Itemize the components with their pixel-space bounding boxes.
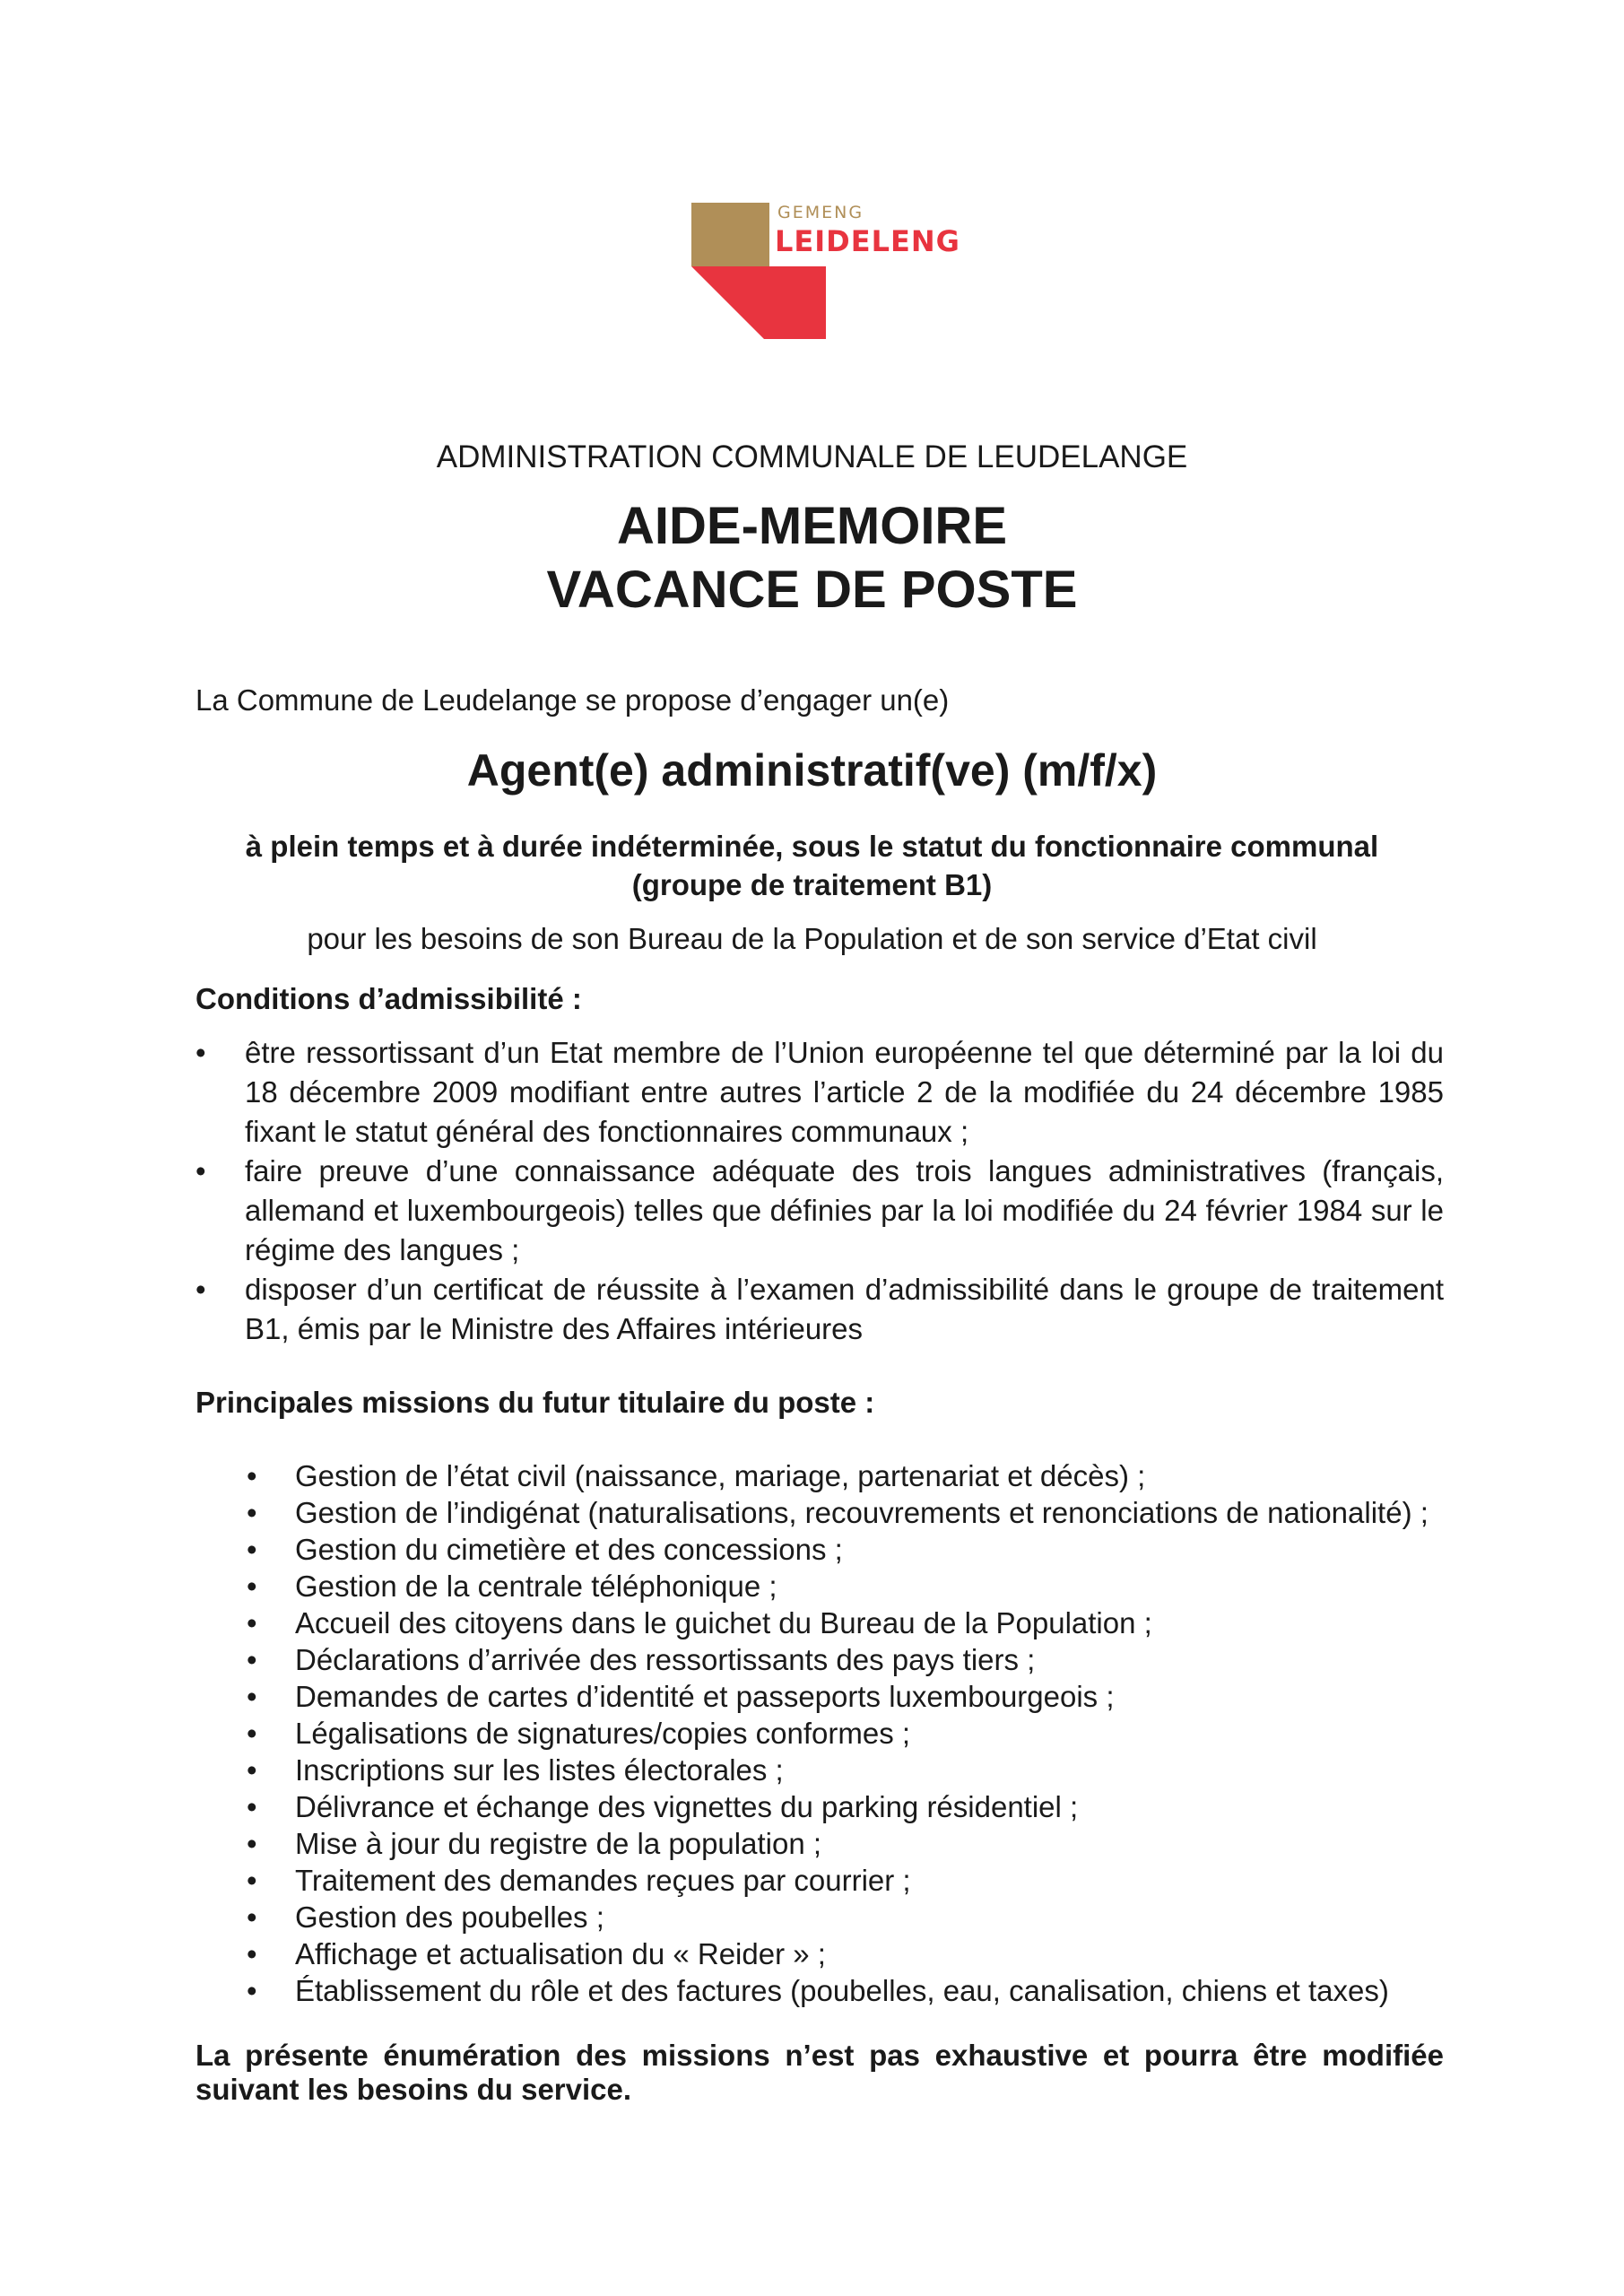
list-item — [247, 1457, 1429, 1494]
list-item — [247, 1641, 1429, 1678]
list-item — [195, 1033, 1444, 1152]
missions-list — [247, 1457, 1429, 2009]
list-item — [195, 1152, 1444, 1270]
bullet-icon: • — [247, 1459, 257, 1492]
bullet-icon: • — [195, 1154, 206, 1187]
title-line-2: VACANCE DE POSTE — [546, 561, 1078, 619]
mission-text: Gestion des poubelles ; — [295, 1900, 604, 1934]
mission-text: Demandes de cartes d’identité et passeports luxembourgeois ; — [295, 1680, 1115, 1713]
mission-text: Établissement du rôle et des factures (poubelles, eau, canalisation, chiens et taxes) — [295, 1974, 1389, 2007]
bullet-icon: • — [247, 1717, 257, 1750]
list-item — [247, 1972, 1429, 2009]
list-item — [195, 1270, 1444, 1349]
mission-text: Déclarations d’arrivée des ressortissants des pays tiers ; — [295, 1643, 1036, 1676]
administration-title: ADMINISTRATION COMMUNALE DE LEUDELANGE — [436, 439, 1188, 474]
terms-line-1: à plein temps et à durée indéterminée, sous le statut du fonctionnaire communal — [245, 830, 1379, 863]
bullet-icon: • — [247, 1974, 257, 2007]
bullet-icon: • — [247, 1533, 257, 1566]
missions-heading: Principales missions du futur titulaire du poste : — [195, 1386, 875, 1419]
bullet-icon: • — [195, 1273, 206, 1306]
terms-line-2: (groupe de traitement B1) — [631, 868, 993, 901]
list-item — [247, 1531, 1429, 1568]
list-item — [247, 1752, 1429, 1788]
list-item — [247, 1678, 1429, 1715]
employment-terms — [0, 827, 1624, 904]
mission-text: Traitement des demandes reçues par courrier ; — [295, 1864, 911, 1897]
list-item — [247, 1568, 1429, 1605]
bullet-icon: • — [247, 1643, 257, 1676]
mission-text: Mise à jour du registre de la population ; — [295, 1827, 822, 1860]
list-item — [247, 1605, 1429, 1641]
logo-mark-icon — [691, 203, 835, 339]
list-item — [247, 1862, 1429, 1899]
conditions-list — [195, 1033, 1444, 1349]
logo-main-text: LEIDELENG — [775, 224, 960, 258]
title-line-1: AIDE-MEMOIRE — [617, 497, 1007, 555]
list-item — [247, 1899, 1429, 1935]
page-title — [0, 494, 1624, 622]
bullet-icon: • — [247, 1864, 257, 1897]
mission-text: Légalisations de signatures/copies conformes ; — [295, 1717, 911, 1750]
mission-text: Délivrance et échange des vignettes du parking résidentiel ; — [295, 1790, 1079, 1823]
mission-text: Gestion du cimetière et des concessions ; — [295, 1533, 843, 1566]
commune-logo — [691, 203, 960, 339]
bullet-icon: • — [247, 1496, 257, 1529]
bullet-icon: • — [247, 1937, 257, 1970]
purpose-text: pour les besoins de son Bureau de la Population et de son service d’Etat civil — [307, 922, 1317, 955]
bullet-icon: • — [247, 1680, 257, 1713]
bullet-icon: • — [247, 1753, 257, 1787]
bullet-icon: • — [247, 1570, 257, 1603]
bullet-icon: • — [247, 1606, 257, 1639]
mission-text: Accueil des citoyens dans le guichet du Bureau de la Population ; — [295, 1606, 1152, 1639]
list-item — [247, 1715, 1429, 1752]
mission-text: Affichage et actualisation du « Reider » ; — [295, 1937, 826, 1970]
bullet-icon: • — [247, 1790, 257, 1823]
mission-text: Gestion de l’état civil (naissance, mariage, partenariat et décès) ; — [295, 1459, 1146, 1492]
mission-text: Gestion de la centrale téléphonique ; — [295, 1570, 777, 1603]
bullet-icon: • — [247, 1900, 257, 1934]
conditions-heading: Conditions d’admissibilité : — [195, 982, 582, 1015]
condition-text: faire preuve d’une connaissance adéquate des trois langues administratives (français, allemand et luxembourgeois) telles que définies par la loi modifiée du 24 février 1984 sur le régime des langues ; — [245, 1154, 1444, 1266]
condition-text: disposer d’un certificat de réussite à l’examen d’admissibilité dans le groupe de traitement B1, émis par le Ministre des Affaires intérieures — [245, 1273, 1444, 1345]
list-item — [247, 1935, 1429, 1972]
mission-text: Inscriptions sur les listes électorales ; — [295, 1753, 784, 1787]
intro-text: La Commune de Leudelange se propose d’engager un(e) — [195, 683, 950, 717]
job-title: Agent(e) administratif(ve) (m/f/x) — [466, 745, 1158, 796]
bullet-icon: • — [247, 1827, 257, 1860]
list-item — [247, 1788, 1429, 1825]
mission-text: Gestion de l’indigénat (naturalisations, recouvrements et renonciations de nationalité) ; — [295, 1496, 1429, 1529]
footer-note: La présente énumération des missions n’est pas exhaustive et pourra être modifiée suivant les besoins du service. — [195, 2039, 1444, 2106]
logo-top-text: GEMENG — [777, 203, 864, 222]
bullet-icon: • — [195, 1036, 206, 1069]
list-item — [247, 1825, 1429, 1862]
condition-text: être ressortissant d’un Etat membre de l’Union européenne tel que déterminé par la loi du 18 décembre 2009 modifiant entre autres l’article 2 de la modifiée du 24 décembre 1985 fixant le statut général des fonctionnaires communaux ; — [245, 1036, 1444, 1148]
list-item — [247, 1494, 1429, 1531]
